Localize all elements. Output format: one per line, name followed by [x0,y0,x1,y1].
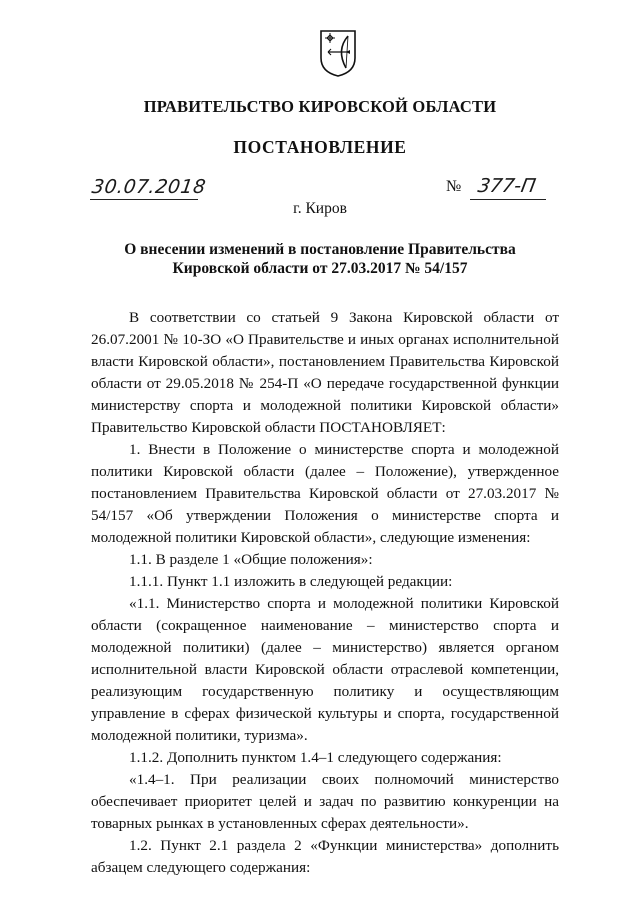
paragraph-preamble: В соответствии со статьей 9 Закона Кировской области от 26.07.2001 № 10-ЗО «О Правительстве и иных органах исполнительной власти Кировской области», постановлением Правительства Кировской области от 29.05.2018 № 254-П «О передаче государственной функции министерству спорта и молодежной политики Кировской области» Правительство Кировской области ПОСТАНОВЛЯЕТ: [91,309,559,436]
paragraph-1: 1. Внести в Положение о министерстве спорта и молодежной политики Кировской области (далее – Положение), утвержденное постановлением Правительства Кировской области от 27.03.2017 № 54/157 «Об утверждении Положения о министерстве спорта и молодежной политики Кировской области», следующие изменения: [91,441,559,546]
document-number: 377-П [476,175,538,197]
government-title: ПРАВИТЕЛЬСТВО КИРОВСКОЙ ОБЛАСТИ [143,97,497,116]
paragraph-1-1: 1.1. В разделе 1 «Общие положения»: [129,551,373,568]
number-sign: № [446,178,462,195]
document-body [91,307,559,879]
city: г. Киров [293,200,347,217]
paragraph-1-1-1: 1.1.1. Пункт 1.1 изложить в следующей редакции: [129,573,453,590]
subject-line-1: О внесении изменений в постановление Правительства [124,241,516,258]
document-date: 30.07.2018 [90,176,208,198]
paragraph-quote-1-1: «1.1. Министерство спорта и молодежной политики Кировской области (сокращенное наименование – министерство спорта и молодежной политики) (далее – министерство) является органом исполнительной власти Кировской области отраслевой компетенции, реализующим государственную политику и осуществляющим управление в сферах физической культуры и спорта, государственной молодежной политики, туризма». [91,595,559,744]
document-subject [110,240,530,278]
coat-of-arms-icon [318,28,358,78]
paragraph-1-2: 1.2. Пункт 2.1 раздела 2 «Функции министерства» дополнить абзацем следующего содержания: [91,837,559,876]
paragraph-quote-1-4-1: «1.4–1. При реализации своих полномочий министерство обеспечивает приоритет целей и задач по развитию конкуренции на товарных рынках в установленных сферах деятельности». [91,771,559,832]
document-type: ПОСТАНОВЛЕНИЕ [233,137,407,157]
paragraph-1-1-2: 1.1.2. Дополнить пунктом 1.4–1 следующего содержания: [129,749,502,766]
subject-line-2: Кировской области от 27.03.2017 № 54/157 [172,260,468,277]
